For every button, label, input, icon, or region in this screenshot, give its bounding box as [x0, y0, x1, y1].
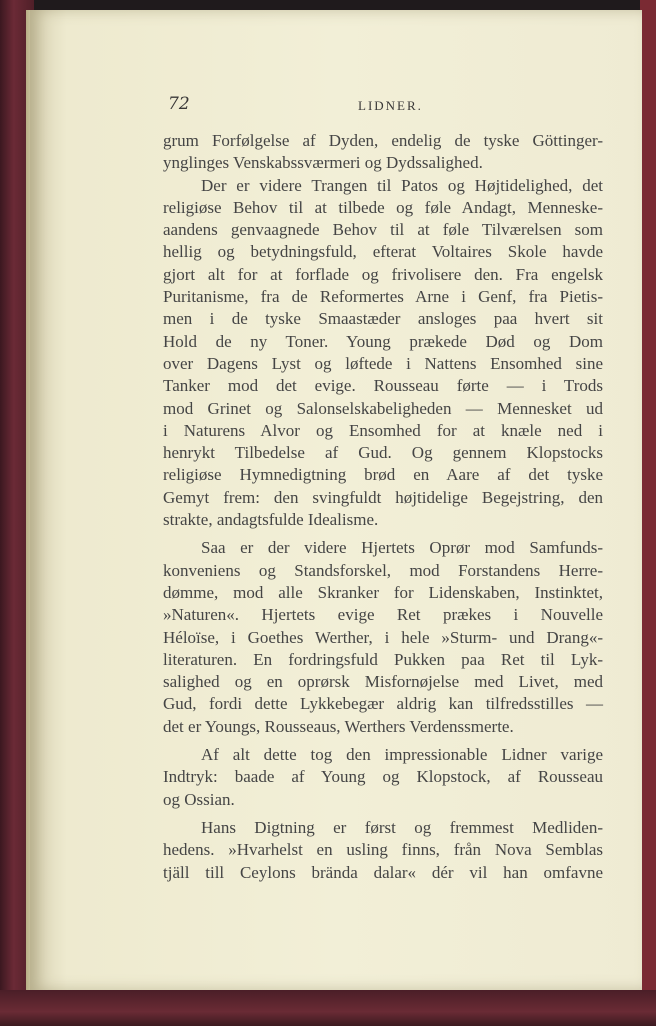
text-line: Hold de ny Toner. Young prækede Død og Dom: [163, 331, 603, 351]
page-number: 72: [168, 94, 190, 114]
text-line: hellig og betydningsfuld, efterat Voltaires Skole havde: [163, 242, 603, 262]
running-head: LIDNER.: [358, 98, 423, 113]
text-line: strakte, andagtsfulde Idealisme.: [163, 510, 379, 530]
text-line: tjäll till Ceylons brända dalar« dér vil han omfavne: [163, 862, 603, 882]
text-line: mod Grinet og Salonselskabeligheden — Mennesket ud: [163, 398, 603, 418]
body-text: [163, 130, 603, 884]
text-line: Der er videre Trangen til Patos og Højtidelighed, det: [201, 175, 603, 195]
text-line: religiøse Hymnedigtning brød en Aare af det tyske: [163, 465, 603, 485]
text-line: »Naturen«. Hjertets evige Ret prækes i Nouvelle: [163, 605, 603, 625]
text-line: ynglinges Venskabssværmeri og Dydssalighed.: [163, 153, 483, 173]
text-line: hedens. »Hvarhelst en usling finns, från Nova Semblas: [163, 840, 603, 860]
text-line: dømme, mod alle Skranker for Lidenskaben, Instinktet,: [163, 582, 603, 602]
text-line: Gemyt frem: den svingfuldt højtidelige Begejstring, den: [163, 487, 603, 507]
text-line: Indtryk: baade af Young og Klopstock, af Rousseau: [163, 767, 603, 787]
text-line: gjort alt for at forflade og frivolisere den. Fra engelsk: [163, 264, 603, 284]
book-cover-bottom: [0, 990, 656, 1026]
page-header: [168, 94, 608, 122]
text-line: Hans Digtning er først og fremmest Medliden-: [201, 817, 603, 837]
text-line: Af alt dette tog den impressionable Lidner varige: [201, 745, 603, 765]
text-line: henrykt Tilbedelse af Gud. Og gennem Klopstocks: [163, 443, 603, 463]
text-line: Puritanisme, fra de Reformertes Arne i Genf, fra Pietis-: [163, 287, 603, 307]
text-line: i Naturens Alvor og Ensomhed for at knæle ned i: [163, 420, 603, 440]
text-line: aandens genvaagnede Behov til at føle Tilværelsen som: [163, 220, 603, 240]
text-line: men i de tyske Smaastæder ansloges paa hvert sit: [163, 309, 603, 329]
text-line: literaturen. En fordringsfuld Pukken paa Ret til Lyk-: [163, 649, 603, 669]
text-line: Tanker mod det evige. Rousseau førte — i Trods: [163, 376, 603, 396]
text-line: konveniens og Standsforskel, mod Forstandens Herre-: [163, 560, 603, 580]
text-line: salighed og en oprørsk Misfornøjelse med Livet, med: [163, 672, 603, 692]
text-line: Héloïse, i Goethes Werther, i hele »Sturm- und Drang«-: [163, 627, 603, 647]
text-line: religiøse Behov til at tilbede og føle Andagt, Menneske-: [163, 197, 603, 217]
text-line: Gud, fordi dette Lykkebegær aldrig kan tilfredsstilles —: [163, 694, 603, 714]
text-line: grum Forfølgelse af Dyden, endelig de tyske Göttinger-: [163, 131, 603, 150]
book-cover-right: [640, 0, 656, 1026]
text-line: over Dagens Lyst og løftede i Nattens Ensomhed sine: [163, 353, 603, 373]
text-line: og Ossian.: [163, 789, 235, 809]
text-line: Saa er der videre Hjertets Oprør mod Samfunds-: [201, 538, 603, 558]
text-line: det er Youngs, Rousseaus, Werthers Verdenssmerte.: [163, 716, 514, 736]
